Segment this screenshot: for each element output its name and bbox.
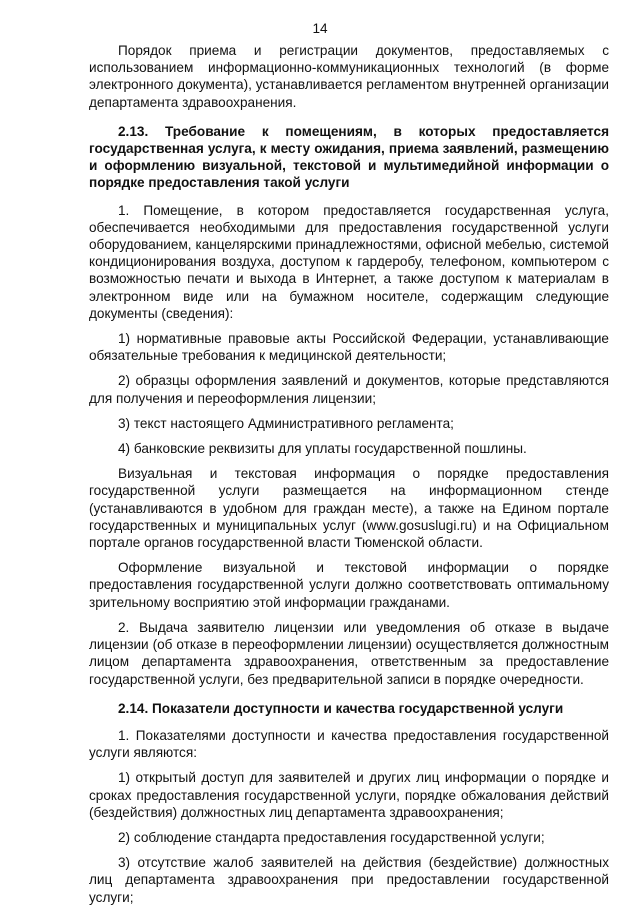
list-item: 3) текст настоящего Административного регламента; bbox=[118, 415, 454, 431]
list-item: 3) отсутствие жалоб заявителей на действия (бездействие) должностных лиц департамента здравоохранения при предоставлении государственной услуги; bbox=[89, 855, 609, 905]
list-item: 4) банковские реквизиты для уплаты государственной пошлины. bbox=[118, 441, 527, 457]
paragraph: 1. Показателями доступности и качества предоставления государственной услуги являются: bbox=[89, 727, 609, 761]
list-item: 2) образцы оформления заявлений и документов, которые представляются для получения и переоформления лицензии; bbox=[89, 373, 609, 406]
section-heading-2-13: 2.13. Требование к помещениям, в которых предоставляется государственная услуга, к месту ожидания, приема заявлений, размещению и оформлению визуальной, текстовой и мультимедийной информации о порядке предоставления такой услуги bbox=[89, 123, 609, 191]
paragraph: Оформление визуальной и текстовой информации о порядке предоставления государственной услуги должно соответствовать оптимальному зрительному восприятию этой информации гражданами. bbox=[89, 560, 609, 610]
page-number: 14 bbox=[312, 21, 328, 36]
list-item: 1) нормативные правовые акты Российской Федерации, устанавливающие обязательные требования к медицинской деятельности; bbox=[89, 331, 609, 364]
paragraph: Визуальная и текстовая информация о порядке предоставления государственной услуги размещается на информационном стенде (устанавливаются в удобном для граждан месте), а также на Едином портале государственных и муниципальных услуг (www.gosuslugi.ru) и на Официальном портале органов государственной власти Тюменской области. bbox=[89, 466, 609, 551]
list-item: 1) открытый доступ для заявителей и других лиц информации о порядке и сроках предоставления государственной услуги, порядке обжалования действий (бездействия) должностных лиц департамента здравоохранения; bbox=[89, 770, 609, 820]
section-heading-2-14: 2.14. Показатели доступности и качества государственной услуги bbox=[118, 700, 564, 716]
list-item: 2) соблюдение стандарта предоставления государственной услуги; bbox=[118, 829, 545, 845]
paragraph: 2. Выдача заявителю лицензии или уведомления об отказе в выдаче лицензии (об отказе в переоформлении лицензии) осуществляется должностным лицом департамента здравоохранения, ответственным за предоставление государственной услуги, без предварительной записи в порядке очередности. bbox=[89, 619, 609, 687]
paragraph: Порядок приема и регистрации документов, предоставляемых с использованием информационно-коммуникационных технологий (в форме электронного документа), устанавливается регламентом внутренней организации департамента здравоохранения. bbox=[89, 43, 609, 110]
document-body bbox=[89, 42, 609, 914]
paragraph: 1. Помещение, в котором предоставляется государственная услуга, обеспечивается необходимыми для предоставления государственной услуги оборудованием, канцелярскими принадлежностями, офисной мебелью, системой кондиционирования воздуха, доступом к гардеробу, телефоном, компьютером с возможностью печати и выхода в Интернет, а также доступом к материалам в электронном виде или на бумажном носителе, содержащим следующие документы (сведения): bbox=[89, 202, 609, 321]
